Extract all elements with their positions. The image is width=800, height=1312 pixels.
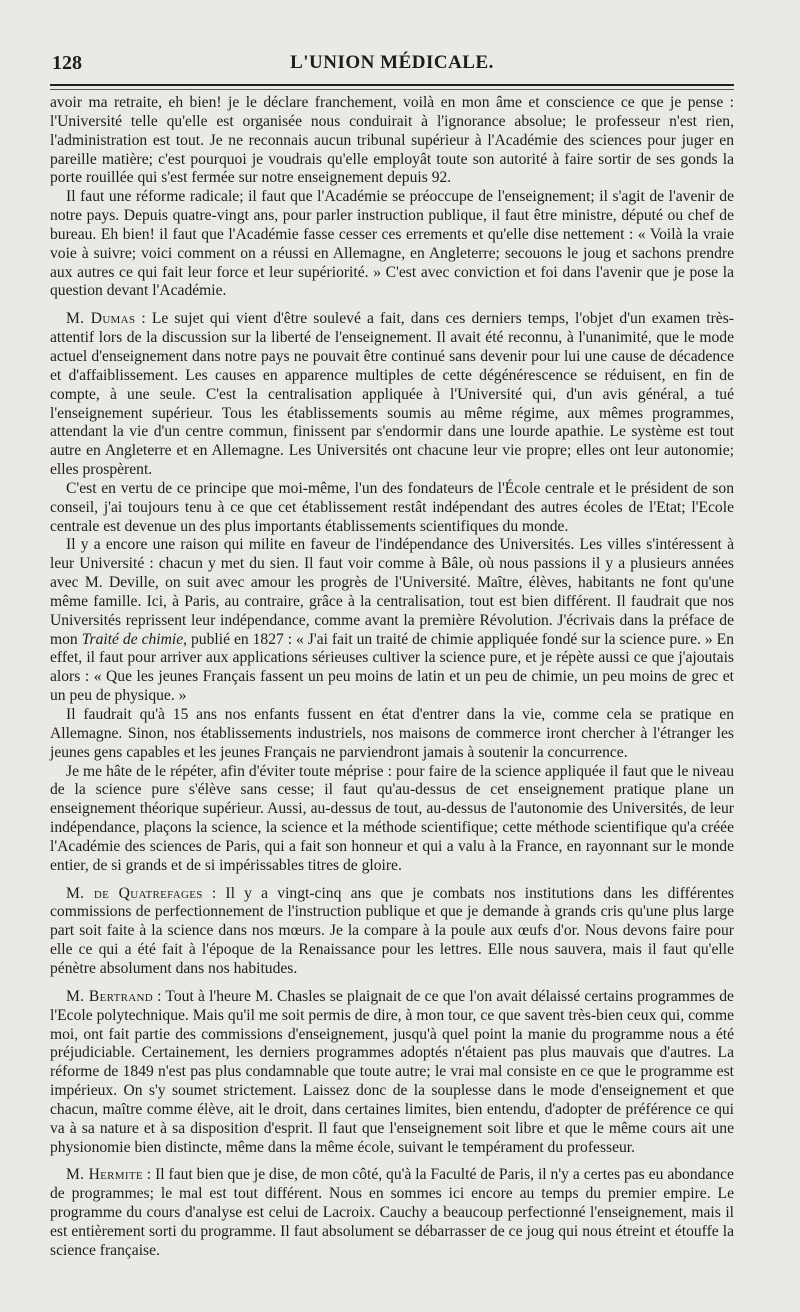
speech-text: : Il faut bien que je dise, de mon côté, qu'à la Faculté de Paris, il n'y a certes pas eu abondance de programmes; le mal est tout différent. Nous en sommes ici encore au temps du premier empire. Le programme du cours d'analyse est celui de Lacroix. Cauchy a beaucoup perfectionné l'enseignement, mais il est entièrement sorti du programme. Il faut absolument se débarrasser de ce joug qui nous étreint et étouffe la science française.	[50, 1166, 734, 1259]
paragraph-speech	[50, 310, 734, 480]
paragraph-text: , publié en 1827 : « J'ai fait un traité de chimie appliquée fondé sur la science pure. » En effet, il faut pour arriver aux applications sérieuses cultiver la science pure, et je répète aussi ce que j'ajoutais alors : « Que les jeunes Français fassent un peu moins de latin et un peu de chimie, un peu moins de grec et un peu de physique. »	[50, 630, 734, 705]
paragraph	[50, 536, 734, 706]
paragraph-text: Il y a encore une raison qui milite en faveur de l'indépendance des Universités. Les villes s'intéressent à leur Université : chacun y met du sien. Il faut voir comme à Bâle, où nous passions il y a plusieurs années avec M. Deville, on suit avec amour les progrès de l'Université. Maître, élèves, habitants ne font qu'une même famille. Ici, à Paris, au contraire, grâce à la centralisation, tout est bien différent. Il faudrait que nos Universités reprissent leur indépendance, comme avant la première Révolution. J'écrivais dans la préface de mon	[50, 536, 734, 648]
paragraph-speech	[50, 988, 734, 1158]
page-header	[50, 52, 734, 80]
paragraph: Je me hâte de le répéter, afin d'éviter toute méprise : pour faire de la science appliquée il faut que le niveau de la science pure s'élève sans cesse; il faut qu'au-dessus de cet enseignement pratique plane un enseignement théorique supérieur. Aussi, au-dessus de tout, au-dessus de l'autonomie des Universités, de leur indépendance, plaçons la science, la science et la méthode scientifique; cette méthode scientifique qu'a créée l'Académie des sciences de Paris, qui a fait son honneur et qui a valu à la France, en rayonnant sur le monde entier, de si grands et de si impérissables titres de gloire.	[50, 762, 734, 874]
journal-title: L'UNION MÉDICALE.	[290, 52, 494, 73]
speaker-name: M. de Quatrefages	[66, 884, 203, 902]
speaker-name: M. Bertrand	[66, 987, 153, 1005]
header-rule	[50, 84, 734, 90]
paragraph: Il faut une réforme radicale; il faut que l'Académie se préoccupe de l'enseignement; il s'agit de l'avenir de notre pays. Depuis quatre-vingt ans, pour parler instruction publique, il faut être ministre, député ou chef de bureau. Eh bien! il faut que l'Académie fasse cesser ces errements et qu'elle dise nettement : « Voilà la vraie voie à suivre; voici comment on a réussi en Allemagne, en Angleterre; secouons le joug et sachons prendre aux autres ce qui fait leur force et leur supériorité. » C'est avec conviction et foi dans l'avenir que je pose la question devant l'Académie.	[50, 188, 734, 300]
page-number: 128	[52, 52, 82, 74]
paragraph: C'est en vertu de ce principe que moi-même, l'un des fondateurs de l'École centrale et le président de son conseil, j'ai toujours tenu à ce que cet établissement restât indépendant des autres écoles de l'Etat; l'Ecole centrale est devenue un des plus importants établissements scientifiques du monde.	[50, 479, 734, 535]
speech-text: : Tout à l'heure M. Chasles se plaignait de ce que l'on avait délaissé certains programmes de l'Ecole polytechnique. Mais qu'il me soit permis de dire, à mon tour, ce que savent très-bien ceux qui, comme moi, ont fait partie des commissions d'enseignement, jusqu'à quel point la manie du programme nous a été préjudiciable. Certainement, les derniers programmes adoptés n'étaient pas plus mauvais que d'autres. La réforme de 1849 n'est pas plus condamnable que toute autre; le vrai mal consiste en ce que le programme est impérieux. On s'y soumet strictement. Laissez donc de la souplesse dans le mode d'enseignement et que chacun, maître comme élève, ait le droit, dans certaines limites, bien entendu, d'adopter de préférence ce qui va à sa nature et à sa disposition d'esprit. Il faut que l'enseignement soit libre et que le même cours ait une physionomie bien distincte, même dans la même école, suivant le tempérament du professeur.	[50, 987, 734, 1156]
speech-text: : Il y a vingt-cinq ans que je combats nos institutions dans les différentes commissions de perfectionnement de l'instruction publique et que je demande à grands cris qu'une plus large part soit faite à la science dans nos mœurs. Je la compare à la poule aux œufs d'or. Nous devons faire pour elle ce qui a été fait à l'époque de la Renaissance pour les lettres. Elle nous sauvera, mais il faut qu'elle pénètre absolument dans nos habitudes.	[50, 884, 734, 977]
book-title: Traité de chimie	[81, 630, 184, 648]
speech-text: : Le sujet qui vient d'être soulevé a fait, dans ces derniers temps, l'objet d'un examen très-attentif lors de la discussion sur la liberté de l'enseignement. Il avait été reconnu, à l'unanimité, que le mode actuel d'enseignement dans notre pays ne pouvait être continué sans devenir pour lui une cause de décadence et d'affaiblissement. Les causes en apparence multiples de cette dégénérescence se réduisent, en fin de compte, à une seule. C'est la centralisation appliquée à l'Université qui, d'un avis général, a tué l'enseignement supérieur. Tous les établissements soumis au même régime, aux mêmes programmes, attendant la vie d'un centre commun, finissent par s'endormir dans une lourde apathie. Le système est tout autre en Angleterre et en Allemagne. Les Universités ont chacune leur vie propre; elles ont leur autonomie; elles prospèrent.	[50, 310, 734, 479]
speaker-name: M. Dumas	[66, 310, 136, 328]
article-body	[50, 94, 734, 1261]
paragraph-speech	[50, 1166, 734, 1260]
paragraph: Il faudrait qu'à 15 ans nos enfants fussent en état d'entrer dans la vie, comme cela se pratique en Allemagne. Sinon, nos établissements industriels, nos maisons de commerce iront chercher à l'étranger les jeunes gens capables et les jeunes Français ne parviendront jamais à soutenir la concurrence.	[50, 706, 734, 761]
paragraph-speech	[50, 885, 734, 979]
paragraph: avoir ma retraite, eh bien! je le déclare franchement, voilà en mon âme et conscience ce que je pense : l'Université telle qu'elle est organisée nous conduirait à l'ignorance absolue; le professeur n'est rien, l'administration est tout. Je ne reconnais aucun tribunal supérieur à l'Académie des sciences pour juger en pareille matière; c'est pourquoi je voudrais qu'elle employât toute son autorité à faire sortir de ses gonds la porte rouillée qui s'est fermée sur notre enseignement depuis 92.	[50, 94, 734, 187]
speaker-name: M. Hermite	[66, 1166, 143, 1184]
